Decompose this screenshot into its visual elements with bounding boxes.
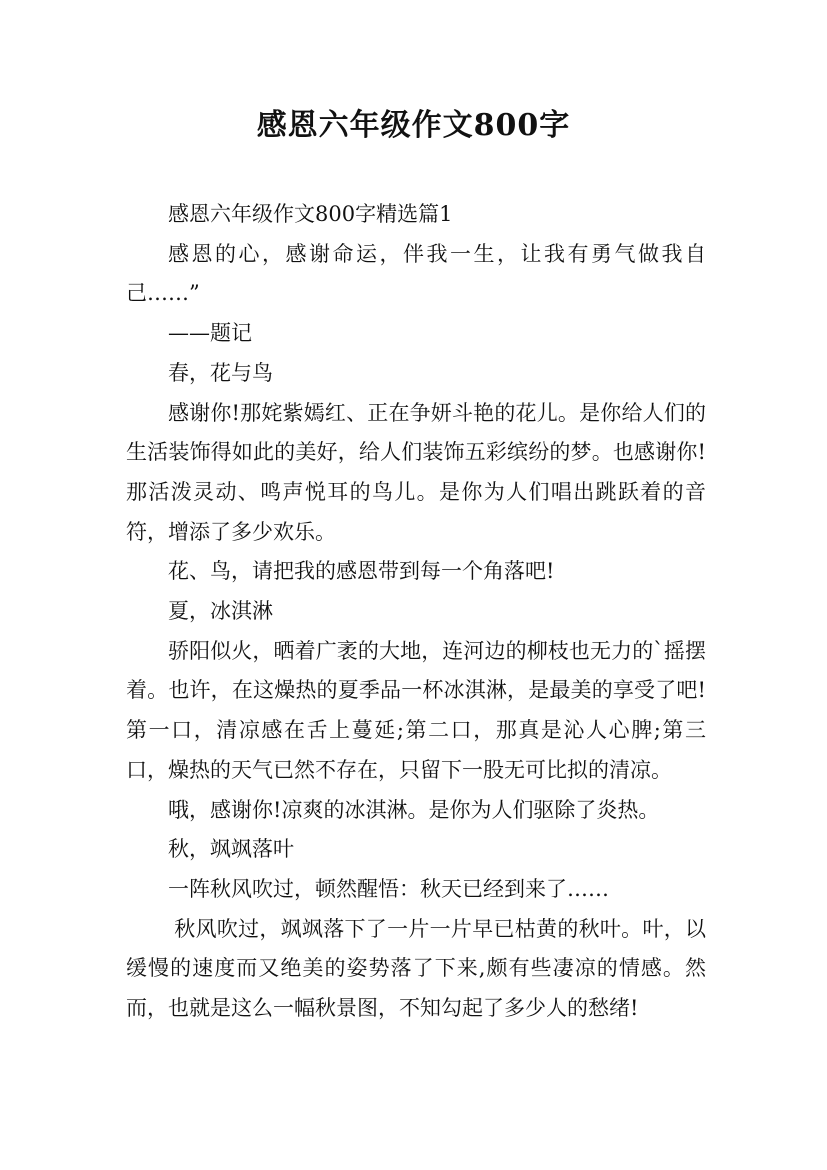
paragraph: 一阵秋风吹过，顿然醒悟：秋天已经到来了……: [168, 876, 609, 901]
paragraph: 花、鸟，请把我的感恩带到每一个角落吧!: [168, 559, 555, 584]
epigraph-source: ——题记: [168, 321, 252, 346]
section-heading: 感恩六年级作文800字精选篇1: [168, 202, 453, 226]
paragraph: 骄阳似火，晒着广袤的大地，连河边的柳枝也无力的`摇摆着。也许，在这燥热的夏季品一杯冰淇淋，是最美的享受了吧!第一口，清凉感在舌上蔓延;第二口，那真是沁人心脾;第三口，燥热的天气已然不存在，只留下一股无可比拟的清凉。: [126, 638, 706, 782]
subheading: 夏，冰淇淋: [168, 599, 273, 624]
paragraph: 感恩的心，感谢命运，伴我一生，让我有勇气做我自己……”: [126, 241, 706, 306]
subheading: 春，花与鸟: [168, 360, 273, 385]
page-title: 感恩六年级作文800字: [256, 108, 571, 143]
paragraph: 感谢你!那姹紫嫣红、正在争妍斗艳的花儿。是你给人们的生活装饰得如此的美好，给人们装饰五彩缤纷的梦。也感谢你!那活泼灵动、鸣声悦耳的鸟儿。是你为人们唱出跳跃着的音符，增添了多少欢乐。: [126, 400, 706, 544]
paragraph: 秋风吹过，飒飒落下了一片一片早已枯黄的秋叶。叶，以缓慢的速度而又绝美的姿势落了下来,颇有些凄凉的情感。然而，也就是这么一幅秋景图，不知勾起了多少人的愁绪!: [126, 916, 706, 1021]
paragraph: 哦，感谢你!凉爽的冰淇淋。是你为人们驱除了炎热。: [168, 797, 660, 822]
subheading: 秋，飒飒落叶: [168, 837, 294, 862]
article-body: [126, 195, 706, 1029]
